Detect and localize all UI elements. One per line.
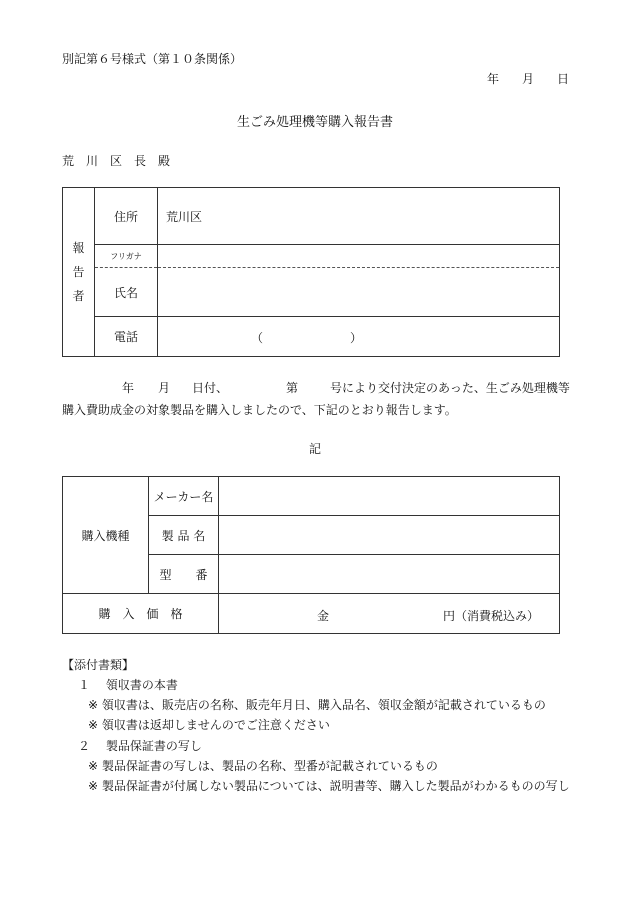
phone-paren-close: ） <box>350 331 363 345</box>
product-label: 製 品 名 <box>149 516 219 555</box>
form-number: 別記第６号様式（第１０条関係） <box>62 52 243 66</box>
statement-no: 第 <box>286 381 299 395</box>
attachment-item-1-note-1: ※ 領収書は、販売店の名称、販売年月日、購入品名、領収金額が記載されているもの <box>88 698 546 712</box>
price-field[interactable] <box>219 594 560 634</box>
attachment-item-2-note-1: ※ 製品保証書の写しは、製品の名称、型番が記載されているもの <box>88 759 438 773</box>
statement-year: 年 <box>122 381 135 395</box>
purchase-table <box>62 476 560 634</box>
reporter-label: 報 告 者 <box>63 188 95 357</box>
statement-line1-rest: 号により交付決定のあった、生ごみ処理機等 <box>330 381 570 395</box>
date-year-label: 年 <box>487 72 500 86</box>
furigana-field[interactable] <box>158 245 560 268</box>
statement-line2: 購入費助成金の対象製品を購入しましたので、下記のとおり報告します。 <box>62 403 457 417</box>
phone-field[interactable] <box>158 317 560 357</box>
attachment-item-1: １ 領収書の本書 <box>78 678 178 692</box>
addressee: 荒 川 区 長 殿 <box>62 154 171 168</box>
address-label: 住所 <box>95 188 158 245</box>
maker-field[interactable] <box>219 477 560 516</box>
price-label: 購 入 価 格 <box>63 594 219 634</box>
statement-day: 日付、 <box>192 381 229 395</box>
attachments-heading: 【添付書類】 <box>62 658 135 672</box>
date-month-label: 月 <box>522 72 535 86</box>
reporter-table <box>62 187 560 357</box>
attachment-item-2: ２ 製品保証書の写し <box>78 739 202 753</box>
attachment-item-2-note-2: ※ 製品保証書が付属しない製品については、説明書等、購入した製品がわかるものの写し <box>88 779 570 793</box>
document-title: 生ごみ処理機等購入報告書 <box>236 115 393 130</box>
model-label: 型 番 <box>149 555 219 594</box>
name-field[interactable] <box>158 268 560 317</box>
price-prefix: 金 <box>317 609 330 623</box>
address-value: 荒川区 <box>166 209 203 224</box>
price-suffix: 円（消費税込み） <box>442 609 539 623</box>
product-field[interactable] <box>219 516 560 555</box>
address-field[interactable] <box>158 188 560 245</box>
date-day-label: 日 <box>557 72 570 86</box>
ki-heading: 記 <box>308 442 321 456</box>
furigana-label: フリガナ <box>95 245 158 268</box>
statement-month: 月 <box>158 381 171 395</box>
maker-label: メーカー名 <box>149 477 219 516</box>
device-label: 購入機種 <box>63 477 149 594</box>
name-label: 氏名 <box>95 268 158 317</box>
phone-label: 電話 <box>95 317 158 357</box>
model-field[interactable] <box>219 555 560 594</box>
phone-paren-open: （ <box>251 331 264 345</box>
attachment-item-1-note-2: ※ 領収書は返却しませんのでご注意ください <box>88 718 330 732</box>
